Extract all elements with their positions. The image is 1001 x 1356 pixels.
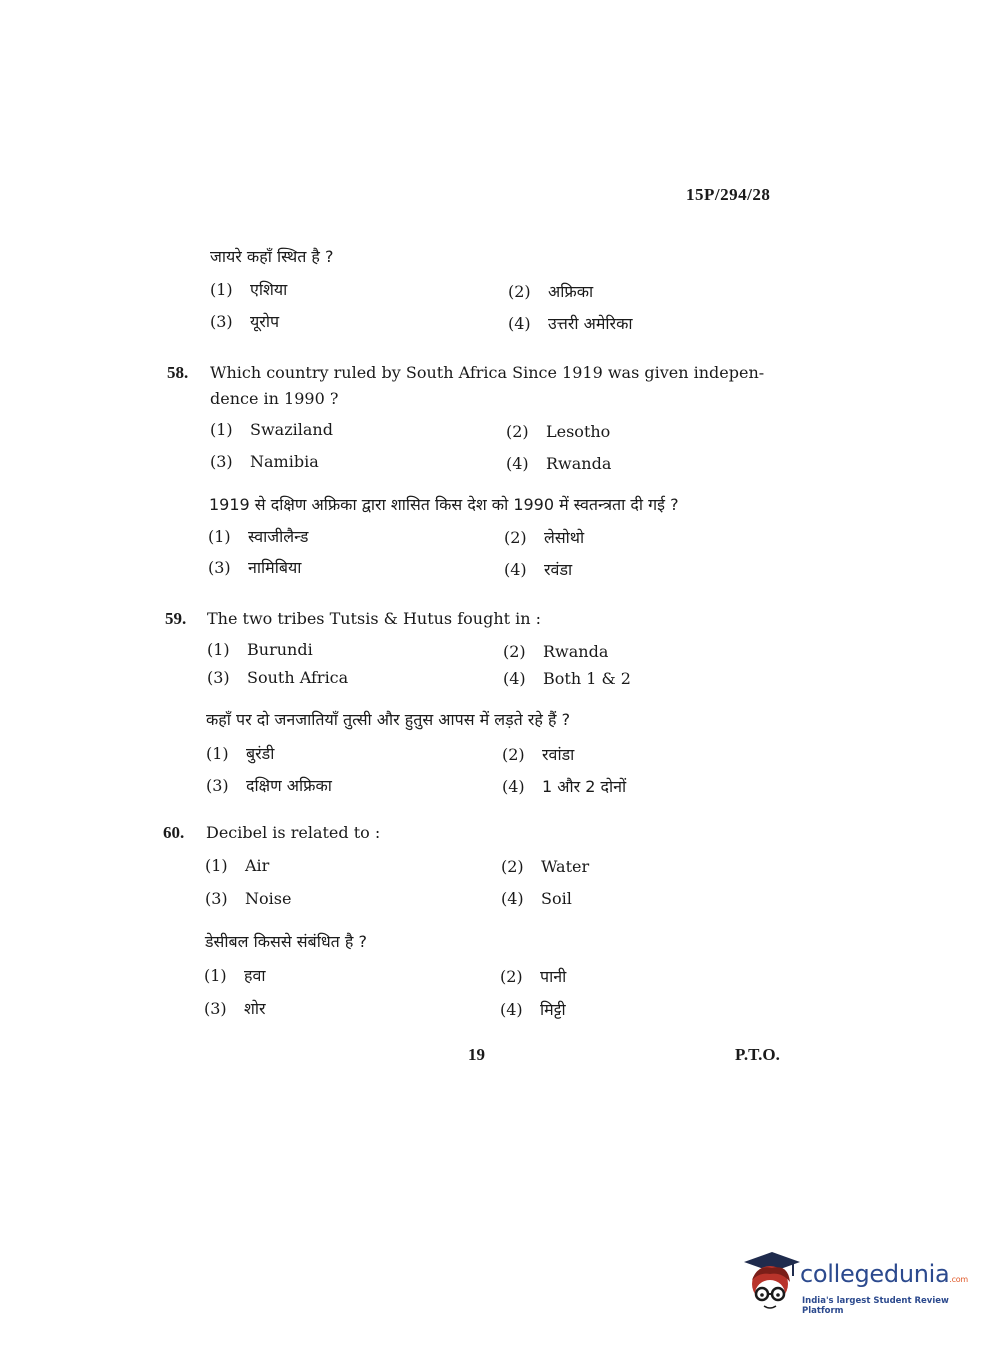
page-number: 19 <box>468 1045 485 1064</box>
q57-hindi-option-2: (2) अफ्रिका <box>508 282 594 301</box>
q59-option-3: (3) South Africa <box>207 668 349 687</box>
q60-option-2: (2) Water <box>501 857 590 876</box>
q59-hindi-option-1: (1) बुरंडी <box>206 744 275 763</box>
q58-number: 58. <box>167 363 189 382</box>
q58-hindi-option-2: (2) लेसोथो <box>504 528 585 547</box>
q58-option-2: (2) Lesotho <box>506 422 611 441</box>
q58-option-1: (1) Swaziland <box>210 420 333 439</box>
q58-text-line2: dence in 1990 ? <box>210 389 339 408</box>
q58-hindi-option-4: (4) रवंडा <box>504 560 573 579</box>
q57-hindi-option-4: (4) उत्तरी अमेरिका <box>508 314 633 333</box>
q58-hindi-option-3: (3) नामिबिया <box>208 558 302 577</box>
q59-text: The two tribes Tutsis & Hutus fought in : <box>207 609 542 628</box>
q59-number: 59. <box>165 609 187 628</box>
q57-hindi-option-3: (3) यूरोप <box>210 312 280 331</box>
q59-option-4: (4) Both 1 & 2 <box>503 669 631 688</box>
q60-hindi-text: डेसीबल किससे संबंधित है ? <box>205 932 367 951</box>
q59-hindi-option-3: (3) दक्षिण अफ्रिका <box>206 776 332 795</box>
q60-hindi-option-1: (1) हवा <box>204 966 266 985</box>
q58-option-3: (3) Namibia <box>210 452 319 471</box>
q60-number: 60. <box>163 823 185 842</box>
q60-option-1: (1) Air <box>205 856 270 875</box>
q59-hindi-text: कहाँ पर दो जनजातियाँ तुत्सी और हुतुस आपस में लड़ते रहे हैं ? <box>206 710 571 729</box>
paper-code: 15P/294/28 <box>686 185 771 204</box>
q60-hindi-option-3: (3) शोर <box>204 999 266 1018</box>
q59-hindi-option-4: (4) 1 और 2 दोनों <box>502 777 627 796</box>
q59-option-2: (2) Rwanda <box>503 642 609 661</box>
q58-hindi-text: 1919 से दक्षिण अफ्रिका द्वारा शासित किस देश को 1990 में स्वतन्त्रता दी गई ? <box>209 495 679 514</box>
collegedunia-logo[interactable] <box>742 1250 972 1320</box>
logo-wordmark: collegedunia.com <box>800 1260 968 1288</box>
q59-hindi-option-2: (2) रवांडा <box>502 745 575 764</box>
q60-option-4: (4) Soil <box>501 889 572 908</box>
q60-hindi-option-4: (4) मिट्टी <box>500 1000 566 1019</box>
logo-domain-suffix: .com <box>949 1275 968 1284</box>
q60-hindi-option-2: (2) पानी <box>500 967 567 986</box>
q58-hindi-option-1: (1) स्वाजीलैन्ड <box>208 527 309 546</box>
q58-text-line1: Which country ruled by South Africa Since 1919 was given indepen- <box>210 363 765 382</box>
q60-option-3: (3) Noise <box>205 889 292 908</box>
q58-option-4: (4) Rwanda <box>506 454 612 473</box>
q57-hindi-option-1: (1) एशिया <box>210 280 288 299</box>
pto-label: P.T.O. <box>735 1045 780 1064</box>
logo-tagline: India's largest Student Review Platform <box>802 1296 949 1316</box>
mascot-icon <box>742 1250 802 1316</box>
q57-hindi-text: जायरे कहाँ स्थित है ? <box>210 247 334 266</box>
q60-text: Decibel is related to : <box>206 823 381 842</box>
q59-option-1: (1) Burundi <box>207 640 313 659</box>
